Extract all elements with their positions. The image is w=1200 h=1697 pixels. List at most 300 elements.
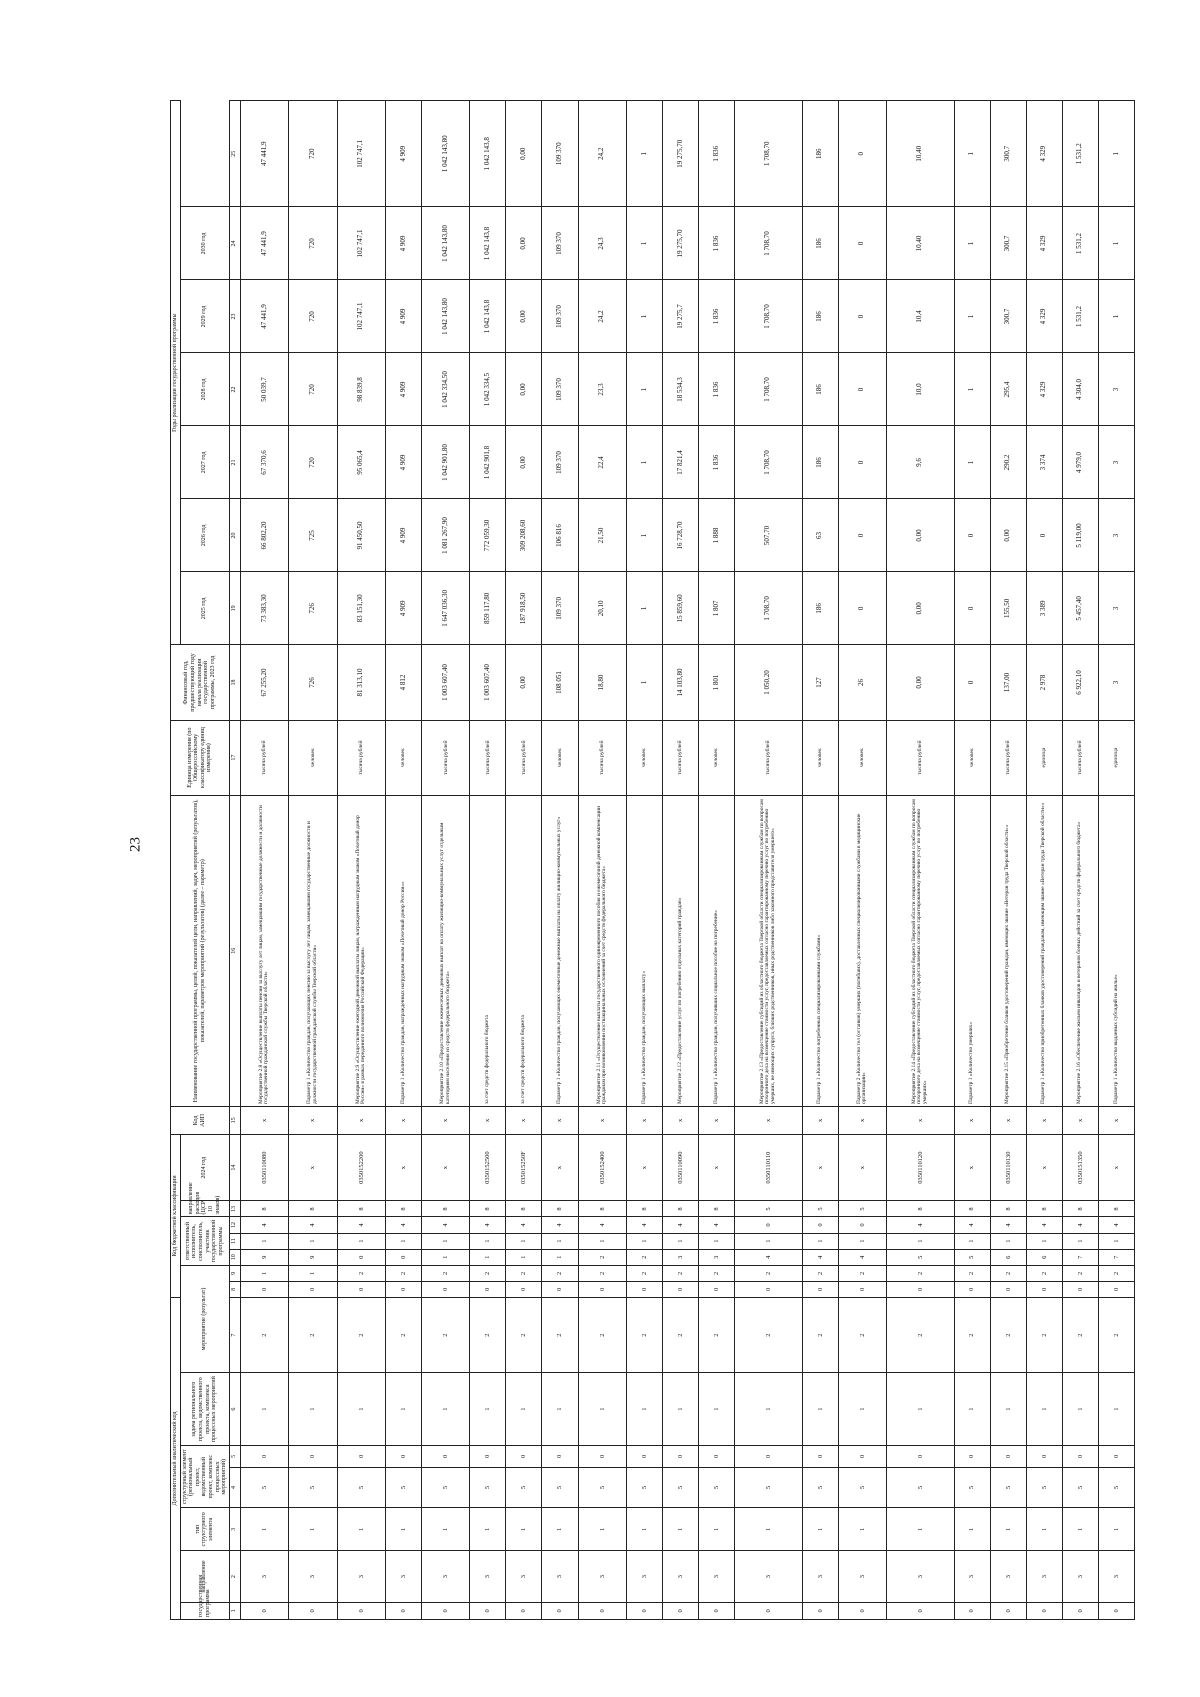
header-unit: Единица измерения (по Общероссийскому классификатору единиц измерения) xyxy=(171,720,230,795)
unit-cell: тысяча рублей xyxy=(421,720,469,795)
code-cell: 1 xyxy=(735,1508,803,1551)
aip-code-cell: x xyxy=(802,1106,838,1134)
column-number: 12 xyxy=(229,1217,240,1233)
aip-code-cell: x xyxy=(506,1106,542,1134)
code-cell: 3 xyxy=(1026,1551,1062,1603)
code-cell: 1 xyxy=(578,1508,626,1551)
code-cell: 4 xyxy=(954,1217,990,1233)
aip-code-cell: x xyxy=(578,1106,626,1134)
value-cell: 137,00 xyxy=(990,645,1026,720)
table-row xyxy=(1026,101,1062,1620)
aip-code-cell: x xyxy=(698,1106,734,1134)
code-cell: 1 xyxy=(542,1233,578,1249)
value-cell: 19 275,70 xyxy=(662,101,698,208)
table-row xyxy=(626,101,662,1620)
expense-code-cell: 0350110130 xyxy=(990,1134,1026,1201)
header-event: мероприятие (результат) xyxy=(180,1265,229,1372)
aip-code-cell: x xyxy=(542,1106,578,1134)
code-cell: 3 xyxy=(626,1551,662,1603)
code-cell: 2 xyxy=(1026,1297,1062,1372)
code-cell: 0 xyxy=(1062,1602,1098,1619)
code-cell: 4 xyxy=(337,1217,385,1233)
value-cell: 102 747,1 xyxy=(337,207,385,280)
header-gp: государственная программа xyxy=(180,1602,229,1619)
code-cell: 5 xyxy=(337,1467,385,1508)
value-cell: 1 042 334,50 xyxy=(421,353,469,426)
code-cell: 0 xyxy=(990,1602,1026,1619)
code-cell: 0 xyxy=(802,1446,838,1467)
column-number: 10 xyxy=(229,1249,240,1265)
code-cell: 5 xyxy=(954,1467,990,1508)
code-cell: 0 xyxy=(735,1602,803,1619)
code-cell: 0 xyxy=(887,1602,955,1619)
code-cell: 0 xyxy=(990,1281,1026,1297)
value-cell: 1 836 xyxy=(698,426,734,499)
code-cell: 8 xyxy=(1026,1201,1062,1217)
row-name-cell: Параметр 1 «Количество граждан, награжденных нагрудным знаком «Почетный донор России»» xyxy=(385,795,421,1106)
value-cell: 22,4 xyxy=(578,426,626,499)
code-cell: 1 xyxy=(838,1233,886,1249)
code-cell: 4 xyxy=(735,1249,803,1265)
value-cell: 1 xyxy=(1098,101,1134,208)
code-cell: 5 xyxy=(838,1201,886,1217)
value-cell: 1 836 xyxy=(698,353,734,426)
column-number: 24 xyxy=(229,207,240,280)
value-cell: 726 xyxy=(289,572,337,645)
code-cell: 5 xyxy=(802,1467,838,1508)
code-cell: 3 xyxy=(990,1551,1026,1603)
column-number: 3 xyxy=(229,1508,240,1551)
value-cell: 67 370,6 xyxy=(240,426,288,499)
code-cell: 1 xyxy=(802,1233,838,1249)
code-cell: 0 xyxy=(626,1446,662,1467)
value-cell: 0 xyxy=(838,499,886,572)
expense-code-cell: x xyxy=(1026,1134,1062,1201)
code-cell: 1 xyxy=(337,1373,385,1446)
code-cell: 0 xyxy=(990,1446,1026,1467)
code-cell: 2 xyxy=(698,1265,734,1281)
row-name-cell: Параметр 1 «Количество выданных субсидий на жилье» xyxy=(1098,795,1134,1106)
expense-code-cell: x xyxy=(698,1134,734,1201)
code-cell: 2 xyxy=(506,1265,542,1281)
value-cell: 95 065,4 xyxy=(337,426,385,499)
code-cell: 3 xyxy=(506,1551,542,1603)
table-row xyxy=(838,101,886,1620)
value-cell: 73 383,30 xyxy=(240,572,288,645)
value-cell: 859 117,80 xyxy=(470,572,506,645)
unit-cell: человек xyxy=(626,720,662,795)
value-cell: 1 xyxy=(626,207,662,280)
value-cell: 0,00 xyxy=(887,572,955,645)
code-cell: 8 xyxy=(385,1201,421,1217)
value-cell: 1 801 xyxy=(698,645,734,720)
code-cell: 8 xyxy=(954,1201,990,1217)
value-cell: 4 909 xyxy=(385,207,421,280)
value-cell: 507,70 xyxy=(735,499,803,572)
value-cell: 1 xyxy=(1098,207,1134,280)
value-cell: 19 275,7 xyxy=(662,280,698,353)
code-cell: 2 xyxy=(470,1297,506,1372)
code-cell: 8 xyxy=(542,1201,578,1217)
value-cell: 3 xyxy=(1098,572,1134,645)
code-cell: 0 xyxy=(698,1446,734,1467)
code-cell: 0 xyxy=(735,1446,803,1467)
code-cell: 2 xyxy=(506,1297,542,1372)
table-row xyxy=(990,101,1026,1620)
code-cell: 0 xyxy=(954,1281,990,1297)
row-name-cell: Мероприятие 2.11 «Осуществление выплаты государственного единовременного пособия и ежемесячной денежной компенсации гражданам при возникновении поствакцинальных осложнений за счет средств федерального бюджета» xyxy=(578,795,626,1106)
value-cell: 10,40 xyxy=(887,207,955,280)
code-cell: 1 xyxy=(1062,1508,1098,1551)
value-cell: 0,00 xyxy=(506,353,542,426)
table-row xyxy=(240,101,288,1620)
code-cell: 1 xyxy=(626,1373,662,1446)
value-cell: 4 909 xyxy=(385,353,421,426)
code-cell: 1 xyxy=(662,1233,698,1249)
value-cell: 0,00 xyxy=(990,499,1026,572)
table-row xyxy=(1062,101,1098,1620)
value-cell: 0 xyxy=(838,280,886,353)
value-cell: 9,6 xyxy=(887,426,955,499)
value-cell: 0 xyxy=(954,499,990,572)
value-cell: 4 909 xyxy=(385,572,421,645)
unit-cell: человек xyxy=(838,720,886,795)
code-cell: 5 xyxy=(735,1467,803,1508)
table-row xyxy=(421,101,469,1620)
code-cell: 1 xyxy=(542,1508,578,1551)
code-cell: 1 xyxy=(1026,1233,1062,1249)
code-cell: 1 xyxy=(385,1373,421,1446)
value-cell: 4 909 xyxy=(385,426,421,499)
unit-cell: тысяча рублей xyxy=(337,720,385,795)
code-cell: 0 xyxy=(506,1446,542,1467)
column-number: 14 xyxy=(229,1134,240,1201)
value-cell: 83 151,30 xyxy=(337,572,385,645)
value-cell: 91 450,50 xyxy=(337,499,385,572)
code-cell: 8 xyxy=(240,1201,288,1217)
code-cell: 3 xyxy=(1098,1551,1134,1603)
value-cell: 1 708,70 xyxy=(735,101,803,208)
value-cell: 0 xyxy=(1026,499,1062,572)
header-year-2024: 2024 год xyxy=(180,1134,229,1201)
aip-code-cell: x xyxy=(735,1106,803,1134)
value-cell: 0,00 xyxy=(887,499,955,572)
code-cell: 0 xyxy=(506,1602,542,1619)
code-cell: 1 xyxy=(421,1233,469,1249)
table-body xyxy=(240,101,1134,1620)
column-number: 20 xyxy=(229,499,240,572)
code-cell: 0 xyxy=(954,1602,990,1619)
value-cell: 102 747,1 xyxy=(337,280,385,353)
code-cell: 0 xyxy=(337,1602,385,1619)
value-cell: 24,3 xyxy=(578,207,626,280)
value-cell: 1 531,2 xyxy=(1062,280,1098,353)
value-cell: 0 xyxy=(838,353,886,426)
value-cell: 3 xyxy=(1098,499,1134,572)
code-cell: 2 xyxy=(1062,1297,1098,1372)
code-cell: 5 xyxy=(1098,1467,1134,1508)
code-cell: 0 xyxy=(838,1217,886,1233)
code-cell: 0 xyxy=(1098,1446,1134,1467)
value-cell: 109 370 xyxy=(542,101,578,208)
code-cell: 0 xyxy=(240,1602,288,1619)
column-number: 4 xyxy=(229,1467,240,1508)
code-cell: 1 xyxy=(838,1373,886,1446)
value-cell: 1 xyxy=(626,572,662,645)
code-cell: 5 xyxy=(802,1201,838,1217)
expense-code-cell: 0350152500 xyxy=(470,1134,506,1201)
unit-cell: тысяча рублей xyxy=(578,720,626,795)
value-cell: 300,7 xyxy=(990,280,1026,353)
code-cell: 1 xyxy=(240,1233,288,1249)
code-cell: 2 xyxy=(626,1249,662,1265)
unit-cell: тысяча рублей xyxy=(470,720,506,795)
code-cell: 2 xyxy=(990,1265,1026,1281)
value-cell: 5 119,00 xyxy=(1062,499,1098,572)
value-cell: 187 918,50 xyxy=(506,572,542,645)
value-cell: 1 xyxy=(626,353,662,426)
code-cell: 4 xyxy=(887,1217,955,1233)
value-cell: 1 xyxy=(626,499,662,572)
code-cell: 4 xyxy=(1062,1217,1098,1233)
value-cell: 3 374 xyxy=(1026,426,1062,499)
unit-cell: тысяча рублей xyxy=(662,720,698,795)
column-number: 9 xyxy=(229,1265,240,1281)
row-name-cell: Мероприятие 2.14 «Предоставление субсидий из областного бюджета Тверской области специализированным службам по вопросам похоронного дела на возмещение стоимости услуг, предоставляемых согласно гарантированному перечню услуг по погребению умерших» xyxy=(887,795,955,1106)
code-cell: 8 xyxy=(506,1201,542,1217)
value-cell: 26 xyxy=(838,645,886,720)
header-row-1 xyxy=(171,101,181,1620)
column-number: 18 xyxy=(229,645,240,720)
code-cell: 0 xyxy=(337,1249,385,1265)
expense-code-cell: x xyxy=(421,1134,469,1201)
code-cell: 6 xyxy=(1026,1249,1062,1265)
code-cell: 3 xyxy=(240,1551,288,1603)
value-cell: 1 807 xyxy=(698,572,734,645)
value-cell: 3 xyxy=(1098,645,1134,720)
column-number-row xyxy=(229,101,240,1620)
code-cell: 3 xyxy=(542,1551,578,1603)
code-cell: 2 xyxy=(990,1297,1026,1372)
unit-cell: человек xyxy=(542,720,578,795)
table-row xyxy=(662,101,698,1620)
header-struct-element: структурный элемент (региональный проект, ведомственный проект, комплекс процессных мероприятий) xyxy=(180,1446,229,1508)
code-cell: 2 xyxy=(421,1297,469,1372)
column-number: 25 xyxy=(229,101,240,208)
value-cell: 1 708,70 xyxy=(735,426,803,499)
code-cell: 3 xyxy=(662,1249,698,1265)
value-cell: 1 xyxy=(954,207,990,280)
value-cell: 1 xyxy=(626,426,662,499)
code-cell: 9 xyxy=(289,1249,337,1265)
value-cell: 1 836 xyxy=(698,280,734,353)
value-cell: 1 042 143,8 xyxy=(470,280,506,353)
code-cell: 5 xyxy=(838,1467,886,1508)
value-cell: 186 xyxy=(802,572,838,645)
value-cell: 720 xyxy=(289,101,337,208)
code-cell: 4 xyxy=(470,1217,506,1233)
code-cell: 1 xyxy=(289,1265,337,1281)
value-cell: 15 859,60 xyxy=(662,572,698,645)
code-cell: 0 xyxy=(735,1281,803,1297)
header-executor: ответственный исполнитель, соисполнитель, участник государственной программы xyxy=(180,1217,229,1265)
code-cell: 0 xyxy=(954,1446,990,1467)
value-cell: 186 xyxy=(802,207,838,280)
code-cell: 2 xyxy=(838,1297,886,1372)
code-cell: 1 xyxy=(385,1233,421,1249)
code-cell: 0 xyxy=(289,1281,337,1297)
code-cell: 1 xyxy=(626,1508,662,1551)
code-cell: 0 xyxy=(887,1446,955,1467)
value-cell: 66 802,20 xyxy=(240,499,288,572)
table-row xyxy=(578,101,626,1620)
code-cell: 1 xyxy=(802,1508,838,1551)
program-table xyxy=(170,100,1135,1620)
code-cell: 1 xyxy=(954,1508,990,1551)
code-cell: 0 xyxy=(802,1217,838,1233)
code-cell: 4 xyxy=(990,1217,1026,1233)
code-cell: 0 xyxy=(470,1446,506,1467)
code-cell: 0 xyxy=(289,1446,337,1467)
code-cell: 2 xyxy=(626,1265,662,1281)
code-cell: 1 xyxy=(1062,1373,1098,1446)
code-cell: 0 xyxy=(337,1281,385,1297)
value-cell: 1 xyxy=(1098,280,1134,353)
code-cell: 2 xyxy=(240,1297,288,1372)
table-row xyxy=(1098,101,1134,1620)
code-cell: 8 xyxy=(289,1201,337,1217)
value-cell: 0 xyxy=(838,207,886,280)
code-cell: 2 xyxy=(578,1249,626,1265)
code-cell: 8 xyxy=(1098,1201,1134,1217)
header-year-2030: 2030 год xyxy=(180,207,229,280)
code-cell: 1 xyxy=(289,1373,337,1446)
value-cell: 0,00 xyxy=(506,207,542,280)
code-cell: 3 xyxy=(698,1249,734,1265)
header-direction: направление xyxy=(180,1551,229,1603)
header-name: Наименование государственной программы, целей, показателей цели, направлений, задач, мероприятий (результатов), показателей, параметров мероприятий (результатов) (далее – параметр) xyxy=(171,795,230,1106)
code-cell: 2 xyxy=(470,1265,506,1281)
column-number: 17 xyxy=(229,720,240,795)
value-cell: 21,50 xyxy=(578,499,626,572)
code-cell: 1 xyxy=(470,1373,506,1446)
value-cell: 6 922,10 xyxy=(1062,645,1098,720)
value-cell: 1 xyxy=(626,280,662,353)
code-cell: 2 xyxy=(838,1265,886,1281)
value-cell: 19 275,70 xyxy=(662,207,698,280)
value-cell: 109 370 xyxy=(542,280,578,353)
code-cell: 1 xyxy=(470,1233,506,1249)
aip-code-cell: x xyxy=(887,1106,955,1134)
code-cell: 0 xyxy=(1098,1281,1134,1297)
value-cell: 4 812 xyxy=(385,645,421,720)
value-cell: 1 708,70 xyxy=(735,280,803,353)
table-row xyxy=(470,101,506,1620)
row-name-cell: Мероприятие 2.15 «Приобретение бланков удостоверений граждан, имеющих звание «Ветеран труда Тверской области»» xyxy=(990,795,1026,1106)
code-cell: 1 xyxy=(421,1249,469,1265)
code-cell: 0 xyxy=(470,1602,506,1619)
code-cell: 1 xyxy=(506,1373,542,1446)
code-cell: 5 xyxy=(735,1201,803,1217)
code-cell: 0 xyxy=(385,1602,421,1619)
code-cell: 2 xyxy=(887,1297,955,1372)
code-cell: 0 xyxy=(421,1602,469,1619)
row-name-cell: Параметр 1 «Количество погребенных специализированными службами» xyxy=(802,795,838,1106)
value-cell: 726 xyxy=(289,645,337,720)
aip-code-cell: x xyxy=(838,1106,886,1134)
value-cell: 17 821,4 xyxy=(662,426,698,499)
value-cell: 155,50 xyxy=(990,572,1026,645)
row-name-cell: Параметр 1 «Количество граждан, получающих выплату» xyxy=(626,795,662,1106)
code-cell: 7 xyxy=(1062,1249,1098,1265)
table-row xyxy=(289,101,337,1620)
value-cell: 10,0 xyxy=(887,353,955,426)
unit-cell: человек xyxy=(289,720,337,795)
row-name-cell: Параметр 1 «Количество граждан, получающих ежемесячные денежные выплаты на оплату жилищно-коммунальных услуг» xyxy=(542,795,578,1106)
value-cell: 47 441,9 xyxy=(240,207,288,280)
column-number: 6 xyxy=(229,1373,240,1446)
code-cell: 1 xyxy=(735,1233,803,1249)
code-cell: 1 xyxy=(698,1233,734,1249)
code-cell: 2 xyxy=(289,1297,337,1372)
code-cell: 0 xyxy=(802,1602,838,1619)
value-cell: 1 531,2 xyxy=(1062,101,1098,208)
code-cell: 5 xyxy=(470,1467,506,1508)
row-name-cell: Параметр 1 «Количество приобретенных бланков удостоверений гражданам, имеющим звание «Ветеран труда Тверской области»» xyxy=(1026,795,1062,1106)
value-cell: 18 534,3 xyxy=(662,353,698,426)
value-cell: 1 836 xyxy=(698,101,734,208)
code-cell: 2 xyxy=(954,1297,990,1372)
value-cell: 10,4 xyxy=(887,280,955,353)
code-cell: 2 xyxy=(887,1265,955,1281)
value-cell: 186 xyxy=(802,101,838,208)
row-name-cell: Параметр 1 «Количество умерших» xyxy=(954,795,990,1106)
code-cell: 1 xyxy=(887,1373,955,1446)
code-cell: 2 xyxy=(421,1265,469,1281)
header-years-group: Годы реализации государственной программы xyxy=(171,101,181,645)
code-cell: 3 xyxy=(662,1551,698,1603)
code-cell: 1 xyxy=(470,1508,506,1551)
code-cell: 8 xyxy=(698,1201,734,1217)
code-cell: 0 xyxy=(289,1602,337,1619)
code-cell: 5 xyxy=(662,1467,698,1508)
aip-code-cell: x xyxy=(1062,1106,1098,1134)
value-cell: 1 708,70 xyxy=(735,572,803,645)
value-cell: 1 xyxy=(954,426,990,499)
code-cell: 1 xyxy=(385,1508,421,1551)
code-cell: 4 xyxy=(240,1217,288,1233)
value-cell: 2 978 xyxy=(1026,645,1062,720)
expense-code-cell: 0350151350 xyxy=(1062,1134,1098,1201)
code-cell: 5 xyxy=(887,1249,955,1265)
code-cell: 4 xyxy=(421,1217,469,1233)
code-cell: 4 xyxy=(802,1249,838,1265)
value-cell: 4 329 xyxy=(1026,353,1062,426)
value-cell: 295,4 xyxy=(990,353,1026,426)
value-cell: 10,40 xyxy=(887,101,955,208)
value-cell: 4 329 xyxy=(1026,280,1062,353)
code-cell: 0 xyxy=(802,1281,838,1297)
code-cell: 1 xyxy=(578,1373,626,1446)
code-cell: 3 xyxy=(838,1551,886,1603)
aip-code-cell: x xyxy=(421,1106,469,1134)
value-cell: 47 441,9 xyxy=(240,280,288,353)
code-cell: 3 xyxy=(1062,1551,1098,1603)
value-cell: 1 050,20 xyxy=(735,645,803,720)
code-cell: 2 xyxy=(542,1297,578,1372)
code-cell: 1 xyxy=(735,1373,803,1446)
table-row xyxy=(337,101,385,1620)
